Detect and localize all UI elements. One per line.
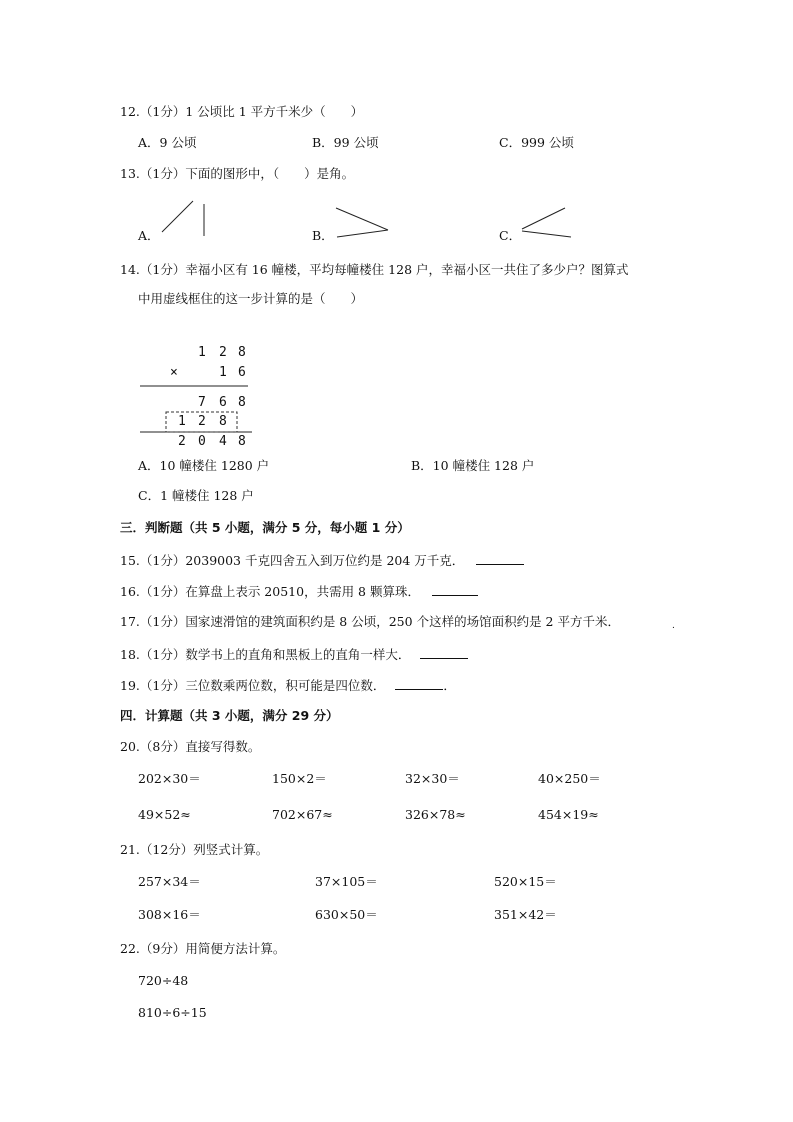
- q21-r2-c1[interactable]: 308×16＝: [138, 907, 201, 922]
- dashed-box: [166, 412, 237, 432]
- mult-row5-d1: 2: [178, 434, 186, 449]
- q19-suffix: ．: [443, 678, 456, 693]
- q12-option-a[interactable]: A．9 公顷: [138, 135, 197, 150]
- q21-stem: 21.（12分）列竖式计算。: [120, 842, 269, 857]
- q12-option-b[interactable]: B．99 公顷: [312, 135, 379, 150]
- q16-text: [120, 583, 478, 600]
- q22-stem: 22.（9分）用简便方法计算。: [120, 941, 286, 956]
- mult-row5-d4: 8: [238, 434, 246, 449]
- q20-r1-c4[interactable]: 40×250＝: [538, 771, 601, 786]
- q20-r2-c3[interactable]: 326×78≈: [405, 807, 466, 822]
- mult-times-sign: ×: [170, 365, 178, 380]
- section3-title: 三．判断题（共 5 小题，满分 5 分，每小题 1 分）: [120, 520, 410, 535]
- q19-answer-blank[interactable]: [395, 677, 443, 690]
- mult-row1-d1: 1: [198, 345, 206, 360]
- mult-row4-d2: 2: [198, 414, 206, 429]
- mult-row3-d1: 7: [198, 395, 206, 410]
- q20-stem: 20.（8分）直接写得数。: [120, 739, 261, 754]
- q12-option-c[interactable]: C．999 公顷: [499, 135, 574, 150]
- q12-stem: 12.（1分）1 公顷比 1 平方千米少（ ）: [120, 104, 364, 119]
- mult-row3-d2: 6: [219, 395, 227, 410]
- q14-option-b[interactable]: B．10 幢楼住 128 户: [411, 458, 535, 473]
- q18-answer-blank[interactable]: [420, 646, 468, 659]
- q18-text: [120, 646, 468, 663]
- mult-row5-d3: 4: [219, 434, 227, 449]
- q21-r1-c3[interactable]: 520×15＝: [494, 874, 557, 889]
- q14-stem-line1: 14.（1分）幸福小区有 16 幢楼，平均每幢楼住 128 户，幸福小区一共住了多少户？图算式: [120, 262, 629, 277]
- q16-stem: 16.（1分）在算盘上表示 20510，共需用 8 颗算珠．: [120, 584, 420, 599]
- q22-item-1[interactable]: 720÷48: [138, 973, 189, 988]
- q13-option-c[interactable]: C．: [499, 228, 522, 243]
- q17-mark: .: [672, 621, 675, 631]
- q13-stem: 13.（1分）下面的图形中，（ ）是角。: [120, 166, 355, 181]
- q20-r1-c1[interactable]: 202×30＝: [138, 771, 201, 786]
- q21-r1-c1[interactable]: 257×34＝: [138, 874, 201, 889]
- q20-r2-c1[interactable]: 49×52≈: [138, 807, 191, 822]
- q20-r2-c4[interactable]: 454×19≈: [538, 807, 599, 822]
- q14-option-c[interactable]: C．1 幢楼住 128 户: [138, 488, 254, 503]
- mult-row2-d1: 1: [219, 365, 227, 380]
- mult-row4-d1: 1: [178, 414, 186, 429]
- q20-r1-c3[interactable]: 32×30＝: [405, 771, 460, 786]
- q14-stem-line2: 中用虚线框住的这一步计算的是（ ）: [138, 291, 364, 306]
- q15-text: [120, 552, 524, 569]
- q13-option-b[interactable]: B．: [312, 228, 334, 243]
- q19-text: [120, 677, 456, 694]
- mult-row5-d2: 0: [198, 434, 206, 449]
- mult-row1-d2: 2: [219, 345, 227, 360]
- q14-option-a[interactable]: A．10 幢楼住 1280 户: [138, 458, 270, 473]
- mult-row3-d3: 8: [238, 395, 246, 410]
- mult-row4-d3: 8: [219, 414, 227, 429]
- q15-answer-blank[interactable]: [476, 552, 524, 565]
- section4-title: 四．计算题（共 3 小题，满分 29 分）: [120, 708, 339, 723]
- q16-answer-blank[interactable]: [432, 583, 478, 596]
- q21-r1-c2[interactable]: 37×105＝: [315, 874, 378, 889]
- q22-item-2[interactable]: 810÷6÷15: [138, 1005, 207, 1020]
- q21-r2-c2[interactable]: 630×50＝: [315, 907, 378, 922]
- q19-stem: 19.（1分）三位数乘两位数，积可能是四位数．: [120, 678, 386, 693]
- q21-r2-c3[interactable]: 351×42＝: [494, 907, 557, 922]
- q20-r1-c2[interactable]: 150×2＝: [272, 771, 327, 786]
- mult-row2-d2: 6: [238, 365, 246, 380]
- q13-option-a[interactable]: A．: [138, 228, 160, 243]
- q20-r2-c2[interactable]: 702×67≈: [272, 807, 333, 822]
- mult-row1-d3: 8: [238, 345, 246, 360]
- q17-stem: 17.（1分）国家速滑馆的建筑面积约是 8 公顷，250 个这样的场馆面积约是 2 平方千米．: [120, 614, 620, 629]
- q18-stem: 18.（1分）数学书上的直角和黑板上的直角一样大．: [120, 647, 411, 662]
- q15-stem: 15.（1分）2039003 千克四舍五入到万位约是 204 万千克．: [120, 553, 465, 568]
